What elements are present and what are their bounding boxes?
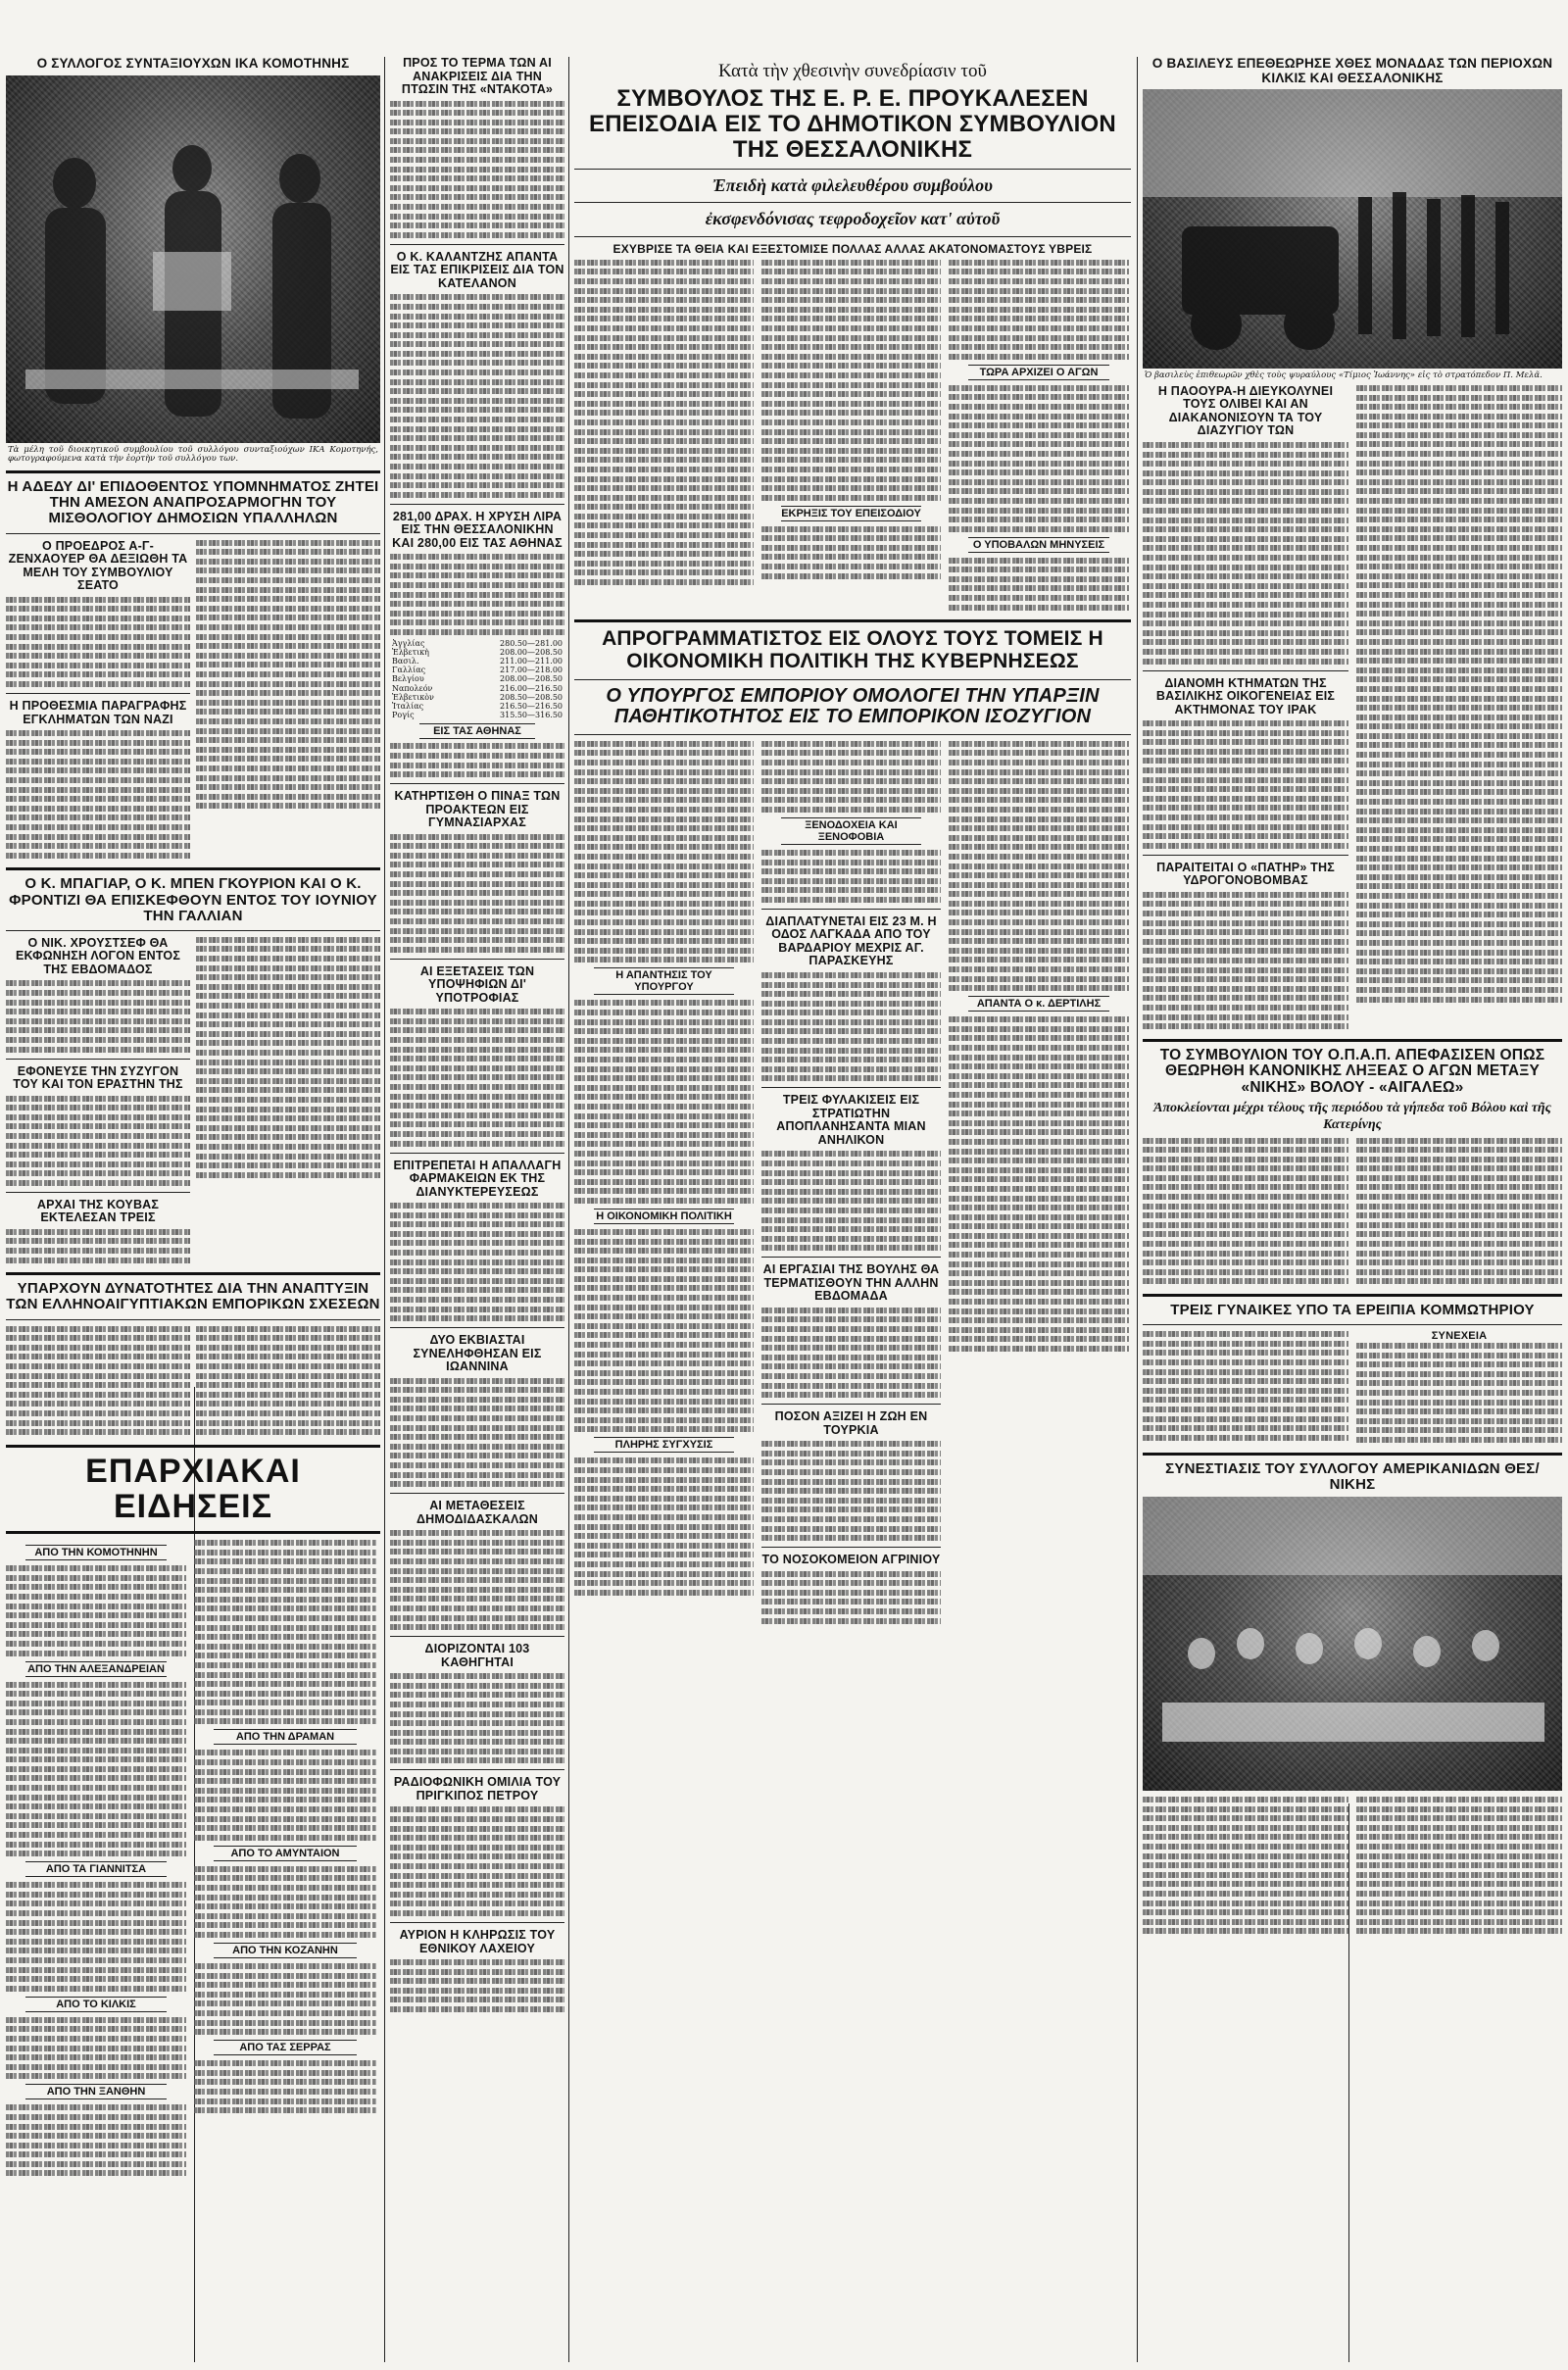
- price-value: 216.00—216.50: [500, 683, 563, 693]
- headline-h-bomb: ΠΑΡΑΙΤΕΙΤΑΙ Ο «ΠΑΤΗΡ» ΤΗΣ ΥΔΡΟΓΟΝΟΒΟΜΒΑΣ: [1156, 860, 1335, 888]
- section-dertilis: ΑΠΑΝΤΑ Ο κ. ΔΕΡΤΙΛΗΣ: [968, 996, 1109, 1012]
- price-coin-name: Γαλλίας: [392, 666, 426, 675]
- headline-pharmacies: ΕΠΙΤΡΕΠΕΤΑΙ Η ΑΠΑΛΛΑΓΗ ΦΑΡΜΑΚΕΙΩΝ ΕΚ ΤΗΣ ΔΙΑΝΥΚΤΕΡΕΥΣΕΩΣ: [393, 1158, 562, 1199]
- article-text: [761, 1151, 941, 1251]
- section-agon: ΤΩΡΑ ΑΡΧΙΖΕΙ Ο ΑΓΩΝ: [968, 365, 1109, 380]
- column-rule: [1137, 57, 1138, 2362]
- section-confusion: ΠΛΗΡΗΣ ΣΥΓΧΥΣΙΣ: [594, 1437, 734, 1453]
- price-row: [390, 674, 564, 683]
- article-text: [390, 101, 564, 238]
- article-text: [6, 1229, 190, 1263]
- price-value: 217.00—218.00: [500, 666, 563, 675]
- price-value: 208.00—208.50: [500, 647, 563, 657]
- section-kilkis: ΑΠΟ ΤΟ ΚΙΛΚΙΣ: [25, 1997, 167, 2012]
- article-text: [6, 1565, 186, 1655]
- headline-lottery: ΑΥΡΙΟΝ Η ΚΛΗΡΩΣΙΣ ΤΟΥ ΕΘΝΙΚΟΥ ΛΑΧΕΙΟΥ: [399, 1928, 556, 1955]
- article-text: [1143, 1797, 1348, 1938]
- price-row: [390, 684, 564, 693]
- headline-radio-prince: ΡΑΔΙΟΦΩΝΙΚΗ ΟΜΙΛΙΑ ΤΟΥ ΠΡΙΓΚΙΠΟΣ ΠΕΤΡΟΥ: [393, 1775, 562, 1802]
- price-value: 208.00—208.50: [500, 674, 563, 684]
- price-coin-name: Ἰταλίας: [392, 701, 424, 711]
- article-text: [194, 1866, 376, 1938]
- article-text: [194, 1540, 376, 1724]
- article-text: [6, 597, 190, 687]
- article-text: [6, 1326, 190, 1439]
- article-text: [1143, 1138, 1348, 1289]
- price-value: 315.50—316.50: [500, 711, 563, 720]
- photo-title-king: Ο ΒΑΣΙΛΕΥΣ ΕΠΕΘΕΩΡΗΣΕ ΧΘΕΣ ΜΟΝΑΔΑΣ ΤΩΝ ΠΕΡΙΟΧΩΝ ΚΙΛΚΙΣ ΚΑΙ ΘΕΣΣΑΛΟΝΙΚΗΣ: [1152, 57, 1553, 85]
- price-row: [390, 639, 564, 648]
- article-text: [574, 1000, 754, 1203]
- article-text: [761, 1308, 941, 1398]
- headline-france-visits: Ο Κ. ΜΠΑΓΙΑΡ, Ο Κ. ΜΠΕΝ ΓΚΟΥΡΙΟΝ ΚΑΙ Ο Κ. ΦΡΟΝΤΙΖΙ ΘΑ ΕΠΙΣΚΕΦΘΟΥΝ ΕΝΤΟΣ ΤΟΥ ΙΟΥΝΙΟΥ ΤΗΝ ΓΑΛΛΙΑΝ: [9, 875, 377, 924]
- photo-king: [1143, 89, 1562, 369]
- headline-cuba: ΑΡΧΑΙ ΤΗΣ ΚΟΥΒΑΣ ΕΚΤΕΛΕΣΑΝ ΤΡΕΙΣ: [36, 1197, 160, 1225]
- subhead-khrushchev: Ο ΝΙΚ. ΧΡΟΥΣΤΣΕΦ ΘΑ ΕΚΦΩΝΗΣΗ ΛΟΓΟΝ ΕΝΤΟΣ ΤΗΣ ΕΒΔΟΜΑΔΟΣ: [15, 935, 181, 976]
- headline-nazi: Η ΠΡΟΘΕΣΜΙΑ ΠΑΡΑΓΡΑΦΗΣ ΕΓΚΛΗΜΑΤΩΝ ΤΩΝ ΝΑΖΙ: [9, 699, 187, 726]
- article-text: [1143, 442, 1348, 665]
- article-text: [6, 1682, 186, 1857]
- article-text: [6, 2017, 186, 2080]
- article-text: [1143, 1331, 1348, 1441]
- price-coin-name: Βασιλ.: [392, 657, 419, 666]
- article-text: [6, 2104, 186, 2176]
- kicker-line: Κατὰ τὴν χθεσινὴν συνεδρίασιν τοῦ: [718, 61, 987, 81]
- price-row: [390, 702, 564, 711]
- photo-caption: Τὰ μέλη τοῦ διοικητικοῦ συμβουλίου τοῦ συλλόγου συνταξιούχων ΙΚΑ Κομοτηνής, φωτογραφούμενα κατὰ τὴν ἑορτὴν τοῦ συλλόγου των.: [8, 444, 378, 465]
- headline-opap: ΤΟ ΣΥΜΒΟΥΛΙΟΝ ΤΟΥ Ο.Π.Α.Π. ΑΠΕΦΑΣΙΣΕΝ ΟΠΩΣ ΘΕΩΡΗΘΗ ΚΑΝΟΝΙΚΗΣ ΛΗΞΕΑΣ Ο ΑΓΩΝ ΜΕΤΑΞΥ «ΝΙΚΗΣ» ΒΟΛΟΥ - «ΑΙΓΑΛΕΩ»: [1159, 1046, 1545, 1097]
- column-center: [574, 61, 1131, 2362]
- article-text: [574, 741, 754, 963]
- photo-title: Ο ΣΥΛΛΟΓΟΣ ΣΥΝΤΑΞΙΟΥΧΩΝ ΙΚΑ ΚΟΜΟΤΗΝΗΣ: [36, 57, 350, 71]
- headline-olivier: Η ΠΑΟΟΥΡΑ-Η ΔΙΕΥΚΟΛΥΝΕΙ ΤΟΥΣ ΟΛΙΒΕΙ ΚΑΙ ΑΝ ΔΙΑΚΑΝΟΝΙΣΟΥΝ ΤΑ ΤΟΥ ΔΙΑΖΥΓΙΟΥ ΤΩΝ: [1157, 383, 1334, 438]
- column-second: [390, 57, 564, 2362]
- headline-trade-balance: Ο ΥΠΟΥΡΓΟΣ ΕΜΠΟΡΙΟΥ ΟΜΟΛΟΓΕΙ ΤΗΝ ΥΠΑΡΞΙΝ ΠΑΘΗΤΙΚΟΤΗΤΟΣ ΕΙΣ ΤΟ ΕΜΠΟΡΙΚΟΝ ΙΣΟΖΥΓΙΟΝ: [606, 684, 1100, 728]
- subhead-continued: ΣΥΝΕΧΕΙΑ: [1431, 1330, 1488, 1343]
- headline-american-women: ΣΥΝΕΣΤΙΑΣΙΣ ΤΟΥ ΣΥΛΛΟΓΟΥ ΑΜΕΡΙΚΑΝΙΔΩΝ ΘΕΣ/ΝΙΚΗΣ: [1165, 1459, 1540, 1493]
- section-xanthi: ΑΠΟ ΤΗΝ ΞΑΝΘΗΝ: [25, 2084, 167, 2099]
- lead-subhead: ΕΧΥΒΡΙΣΕ ΤΑ ΘΕΙΑ ΚΑΙ ΕΞΕΣΤΟΜΙΣΕ ΠΟΛΛΑΣ ΑΛΛΑΣ ΑΚΑΤΟΝΟΜΑΣΤΟΥΣ ΥΒΡΕΙΣ: [612, 241, 1093, 256]
- section-economic-policy: Η ΟΙΚΟΝΟΜΙΚΗ ΠΟΛΙΤΙΚΗ: [594, 1209, 734, 1224]
- section-explosion: ΕΚΡΗΞΙΣ ΤΟΥ ΕΠΕΙΣΟΔΙΟΥ: [781, 507, 921, 519]
- price-value: 216.50—216.50: [500, 701, 563, 711]
- article-text: [390, 743, 564, 777]
- article-text: [6, 1882, 186, 1992]
- section-giannitsa: ΑΠΟ ΤΑ ΓΙΑΝΝΙΤΣΑ: [25, 1861, 167, 1877]
- column-rule: [384, 57, 385, 2362]
- article-text: [6, 980, 190, 1052]
- article-text: [1356, 1138, 1562, 1289]
- deck-opap: Ἀποκλείονται μέχρι τέλους τῆς περιόδου τὰ γήπεδα τοῦ Βόλου καὶ τῆς Κατερίνης: [1153, 1100, 1551, 1132]
- price-coin-name: Ἀγγλίας: [392, 638, 425, 648]
- article-text: [1356, 1797, 1562, 1938]
- price-coin-name: Βελγίου: [392, 674, 424, 684]
- headline-adedy: Η ΑΔΕΔΥ ΔΙ' ΕΠΙΔΟΘΕΝΤΟΣ ΥΠΟΜΝΗΜΑΤΟΣ ΖΗΤΕΙ ΤΗΝ ΑΜΕΣΟΝ ΑΝΑΠΡΟΣΑΡΜΟΓΗΝ ΤΟΥ ΜΙΣΘΟΛΟΓΙΟΥ ΔΗΜΟΣΙΩΝ ΥΠΑΛΛΗΛΩΝ: [7, 478, 379, 527]
- subhead-eisenhower: Ο ΠΡΟΕΔΡΟΣ Α-Γ-ΖΕΝΧΑΟΥΕΡ ΘΑ ΔΕΞΙΩΘΗ ΤΑ ΜΕΛΗ ΤΟΥ ΣΥΜΒΟΥΛΙΟΥ ΣΕΑΤΟ: [8, 538, 188, 593]
- photo-pensioners: [6, 75, 380, 443]
- section-serres: ΑΠΟ ΤΑΣ ΣΕΡΡΑΣ: [214, 2040, 357, 2055]
- article-text: [1143, 892, 1348, 1029]
- section-minister-answer: Η ΑΠΑΝΤΗΣΙΣ ΤΟΥ ΥΠΟΥΡΓΟΥ: [594, 967, 734, 995]
- headline-lagkada-road: ΔΙΑΠΛΑΤΥΝΕΤΑΙ ΕΙΣ 23 Μ. Η ΟΔΟΣ ΛΑΓΚΑΔΑ ΑΠΟ ΤΟΥ ΒΑΡΔΑΡΙΟΥ ΜΕΧΡΙΣ ΑΓ. ΠΑΡΑΣΚΕΥΗΣ: [765, 913, 937, 968]
- price-value: 208.50—208.50: [500, 692, 563, 702]
- article-text: [574, 260, 754, 585]
- photo-caption-king: Ὁ βασιλεὺς ἐπιθεωρῶν χθὲς τοὺς ψυραύλους «Τίμιος Ἰωάννης» εἰς τὸ στρατόπεδον Π. Μελᾶ.: [1145, 370, 1543, 381]
- lead-deck-2: ἐκσφενδόνισας τεφροδοχεῖον κατ' αὐτοῦ: [705, 209, 1001, 229]
- article-text: [6, 1096, 190, 1186]
- headline-iraq-land: ΔΙΑΝΟΜΗ ΚΤΗΜΑΤΩΝ ΤΗΣ ΒΑΣΙΛΙΚΗΣ ΟΙΚΟΓΕΝΕΙΑΣ ΕΙΣ ΑΚΤΗΜΟΝΑΣ ΤΟΥ ΙΡΑΚ: [1155, 675, 1336, 716]
- headline-gold-pound: 281,00 ΔΡΑΧ. Η ΧΡΥΣΗ ΛΙΡΑ ΕΙΣ ΤΗΝ ΘΕΣΣΑΛΟΝΙΚΗΝ ΚΑΙ 280,00 ΕΙΣ ΤΑΣ ΑΘΗΝΑΣ: [392, 509, 563, 550]
- article-text: [390, 1959, 564, 2012]
- price-row: [390, 648, 564, 657]
- headline-kalantzis: Ο Κ. ΚΑΛΑΝΤΖΗΣ ΑΠΑΝΤΑ ΕΙΣ ΤΑΣ ΕΠΙΚΡΙΣΕΙΣ ΔΙΑ ΤΟΝ ΚΑΤΕΛΑΝΟΝ: [390, 249, 564, 290]
- gold-price-table: [390, 639, 564, 720]
- price-coin-name: Ναπολεόν: [392, 683, 433, 693]
- price-value: 280.50—281.00: [500, 638, 563, 648]
- article-text: [949, 260, 1129, 360]
- article-text: [1356, 1343, 1562, 1443]
- article-text: [196, 1326, 380, 1439]
- headline-agrinio-hospital: ΤΟ ΝΟΣΟΚΟΜΕΙΟΝ ΑΓΡΙΝΙΟΥ: [761, 1553, 941, 1567]
- article-text: [6, 730, 190, 859]
- headline-soldier: ΤΡΕΙΣ ΦΥΛΑΚΙΣΕΙΣ ΕΙΣ ΣΤΡΑΤΙΩΤΗΝ ΑΠΟΠΛΑΝΗΣΑΝΤΑ ΜΙΑΝ ΑΝΗΛΙΚΟΝ: [776, 1093, 926, 1147]
- article-text: [949, 1016, 1129, 1352]
- section-amyntaio: ΑΠΟ ΤΟ ΑΜΥΝΤΑΙΟΝ: [214, 1846, 357, 1861]
- article-text: [196, 540, 380, 810]
- headline-professors: ΔΙΟΡΙΖΟΝΤΑΙ 103 ΚΑΘΗΓΗΤΑΙ: [424, 1642, 530, 1669]
- section-title-eparxiakai: ΕΠΑΡΧΙΑΚΑΙ ΕΙΔΗΣΕΙΣ: [85, 1452, 301, 1526]
- article-text: [390, 1806, 564, 1916]
- headline-scholarships: ΑΙ ΕΞΕΤΑΣΕΙΣ ΤΩΝ ΥΠΟΨΗΦΙΩΝ ΔΙ' ΥΠΟΤΡΟΦΙΑΣ: [419, 963, 535, 1005]
- headline-teachers-transfers: ΑΙ ΜΕΤΑΘΕΣΕΙΣ ΔΗΜΟΔΙΔΑΣΚΑΛΩΝ: [416, 1499, 539, 1526]
- headline-ioannina: ΔΥΟ ΕΚΒΙΑΣΤΑΙ ΣΥΝΕΛΗΦΘΗΣΑΝ ΕΙΣ ΙΩΑΝΝΙΝΑ: [413, 1333, 542, 1374]
- lead-deck-1: Ἐπειδὴ κατὰ φιλελευθέρου συμβούλου: [712, 174, 993, 195]
- article-text: [949, 558, 1129, 611]
- article-text: [390, 1009, 564, 1146]
- column-left: [6, 57, 380, 2362]
- section-komotini: ΑΠΟ ΤΗΝ ΚΟΜΟΤΗΝΗΝ: [25, 1545, 167, 1560]
- article-text: [390, 1203, 564, 1321]
- price-coin-name: Ἑλβετικὴ: [392, 647, 429, 657]
- article-text: [390, 1673, 564, 1763]
- article-text: [949, 741, 1129, 991]
- article-text: [761, 260, 941, 501]
- article-text: [390, 294, 564, 497]
- article-text: [1143, 720, 1348, 849]
- article-text: [194, 1963, 376, 2035]
- price-coin-name: Ρογίς: [392, 711, 415, 720]
- article-text: [949, 385, 1129, 532]
- headline-egypt-trade: ΥΠΑΡΧΟΥΝ ΔΥΝΑΤΟΤΗΤΕΣ ΔΙΑ ΤΗΝ ΑΝΑΠΤΥΞΙΝ ΤΩΝ ΕΛΛΗΝΟΑΙΓΥΠΤΙΑΚΩΝ ΕΜΠΟΡΙΚΩΝ ΣΧΕΣΕΩΝ: [6, 1280, 380, 1313]
- article-text: [574, 1457, 754, 1595]
- price-coin-name: Ἐλβετικὸν: [392, 692, 434, 702]
- section-athens: ΕΙΣ ΤΑΣ ΑΘΗΝΑΣ: [419, 723, 535, 739]
- article-text: [194, 2060, 376, 2113]
- price-row: [390, 666, 564, 674]
- section-alexandreia: ΑΠΟ ΤΗΝ ΑΛΕΞΑΝΔΡΕΙΑΝ: [25, 1661, 167, 1677]
- section-kozani: ΑΠΟ ΤΗΝ ΚΟΖΑΝΗΝ: [214, 1943, 357, 1958]
- headline-dakota: ΠΡΟΣ ΤΟ ΤΕΡΜΑ ΤΩΝ ΑΙ ΑΝΑΚΡΙΣΕΙΣ ΔΙΑ ΤΗΝ ΠΤΩΣΙΝ ΤΗΣ «ΝΤΑΚΟΤΑ»: [401, 57, 554, 96]
- lead-headline: ΣΥΜΒΟΥΛΟΣ ΤΗΣ Ε. Ρ. Ε. ΠΡΟΥΚΑΛΕΣΕΝ ΕΠΕΙΣΟΔΙΑ ΕΙΣ ΤΟ ΔΗΜΟΤΙΚΟΝ ΣΥΜΒΟΥΛΙΟΝ ΤΗΣ ΘΕΣΣΑΛΟΝΙΚΗΣ: [589, 85, 1116, 163]
- section-drama: ΑΠΟ ΤΗΝ ΔΡΑΜΑΝ: [214, 1729, 357, 1745]
- headline-murder: ΕΦΟΝΕΥΣΕ ΤΗΝ ΣΥΖΥΓΟΝ ΤΟΥ ΚΑΙ ΤΟΝ ΕΡΑΣΤΗΝ ΤΗΣ: [13, 1063, 183, 1092]
- section-hotels: ΞΕΝΟΔΟΧΕΙΑ ΚΑΙ ΞΕΝΟΦΟΒΙΑ: [781, 817, 921, 845]
- article-text: [761, 1571, 941, 1624]
- article-text: [761, 972, 941, 1082]
- article-text: [196, 937, 380, 1178]
- column-rule: [568, 57, 569, 2362]
- column-right: [1143, 57, 1562, 2362]
- article-text: [761, 1441, 941, 1541]
- article-text: [390, 1530, 564, 1630]
- article-text: [390, 554, 564, 635]
- article-text: [574, 1229, 754, 1432]
- price-row: [390, 711, 564, 719]
- article-text: [390, 834, 564, 953]
- article-text: [1356, 385, 1562, 1003]
- headline-turkey: ΠΟΣΟΝ ΑΞΙΖΕΙ Η ΖΩΗ ΕΝ ΤΟΥΡΚΙΑ: [774, 1409, 928, 1437]
- headline-salon-collapse: ΤΡΕΙΣ ΓΥΝΑΙΚΕΣ ΥΠΟ ΤΑ ΕΡΕΙΠΙΑ ΚΟΜΜΩΤΗΡΙΟΥ: [1170, 1302, 1535, 1318]
- article-text: [761, 850, 941, 903]
- headline-gymnasiarxes: ΚΑΤΗΡΤΙΣΘΗ Ο ΠΙΝΑΞ ΤΩΝ ΠΡΟΑΚΤΕΩΝ ΕΙΣ ΓΥΜΝΑΣΙΑΡΧΑΣ: [394, 789, 561, 830]
- article-text: [390, 1378, 564, 1488]
- headline-parliament: ΑΙ ΕΡΓΑΣΙΑΙ ΤΗΣ ΒΟΥΛΗΣ ΘΑ ΤΕΡΜΑΤΙΣΘΟΥΝ ΤΗΝ ΑΛΛΗΝ ΕΒΔΟΜΑΔΑ: [762, 1262, 940, 1304]
- price-row: [390, 693, 564, 702]
- section-mhnyseis: Ο ΥΠΟΒΑΛΩΝ ΜΗΝΥΣΕΙΣ: [968, 537, 1109, 553]
- article-text: [761, 741, 941, 813]
- price-value: 211.00—211.00: [500, 657, 563, 666]
- headline-economic-policy: ΑΠΡΟΓΡΑΜΜΑΤΙΣΤΟΣ ΕΙΣ ΟΛΟΥΣ ΤΟΥΣ ΤΟΜΕΙΣ Η ΟΙΚΟΝΟΜΙΚΗ ΠΟΛΙΤΙΚΗ ΤΗΣ ΚΥΒΕΡΝΗΣΕΩΣ: [602, 627, 1103, 672]
- photo-dinner: [1143, 1497, 1562, 1791]
- price-row: [390, 657, 564, 666]
- article-text: [194, 1750, 376, 1840]
- article-text: [761, 526, 941, 579]
